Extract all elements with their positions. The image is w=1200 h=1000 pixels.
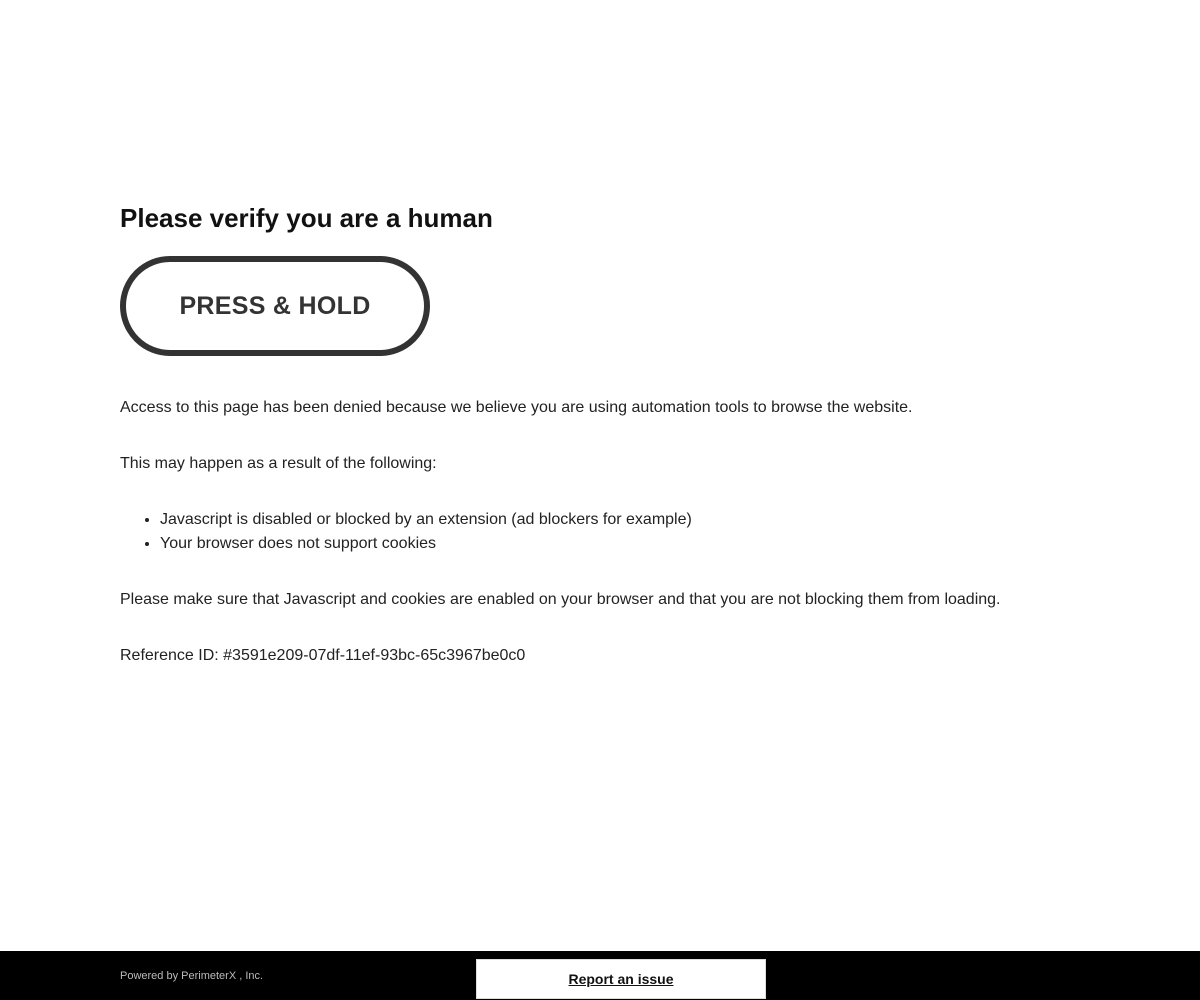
powered-by: [120, 968, 263, 984]
reasons-intro-text: This may happen as a result of the following:: [120, 455, 437, 472]
page-title: Please verify you are a human: [120, 203, 493, 233]
press-and-hold-button[interactable]: [120, 256, 430, 356]
perimeterx-link[interactable]: PerimeterX: [181, 970, 237, 982]
powered-by-suffix: , Inc.: [239, 970, 264, 982]
access-denied-text: Access to this page has been denied because we believe you are using automation tools to browse the website.: [120, 399, 913, 416]
instruction-text: Please make sure that Javascript and cookies are enabled on your browser and that you are not blocking them from loading.: [120, 591, 1001, 608]
powered-by-prefix: Powered by: [120, 970, 179, 982]
footer-bar: [0, 951, 1200, 1000]
list-item: • Javascript is disabled or blocked by an extension (ad blockers for example): [160, 508, 1120, 532]
main-content: [120, 200, 1120, 668]
list-item: • Your browser does not support cookies: [160, 532, 1120, 556]
reasons-list: [120, 508, 1120, 556]
press-and-hold-label: PRESS & HOLD: [179, 291, 371, 320]
reference-id: Reference ID: #3591e209-07df-11ef-93bc-65c3967be0c0: [120, 647, 526, 664]
report-issue-button[interactable]: Report an issue: [476, 959, 766, 999]
